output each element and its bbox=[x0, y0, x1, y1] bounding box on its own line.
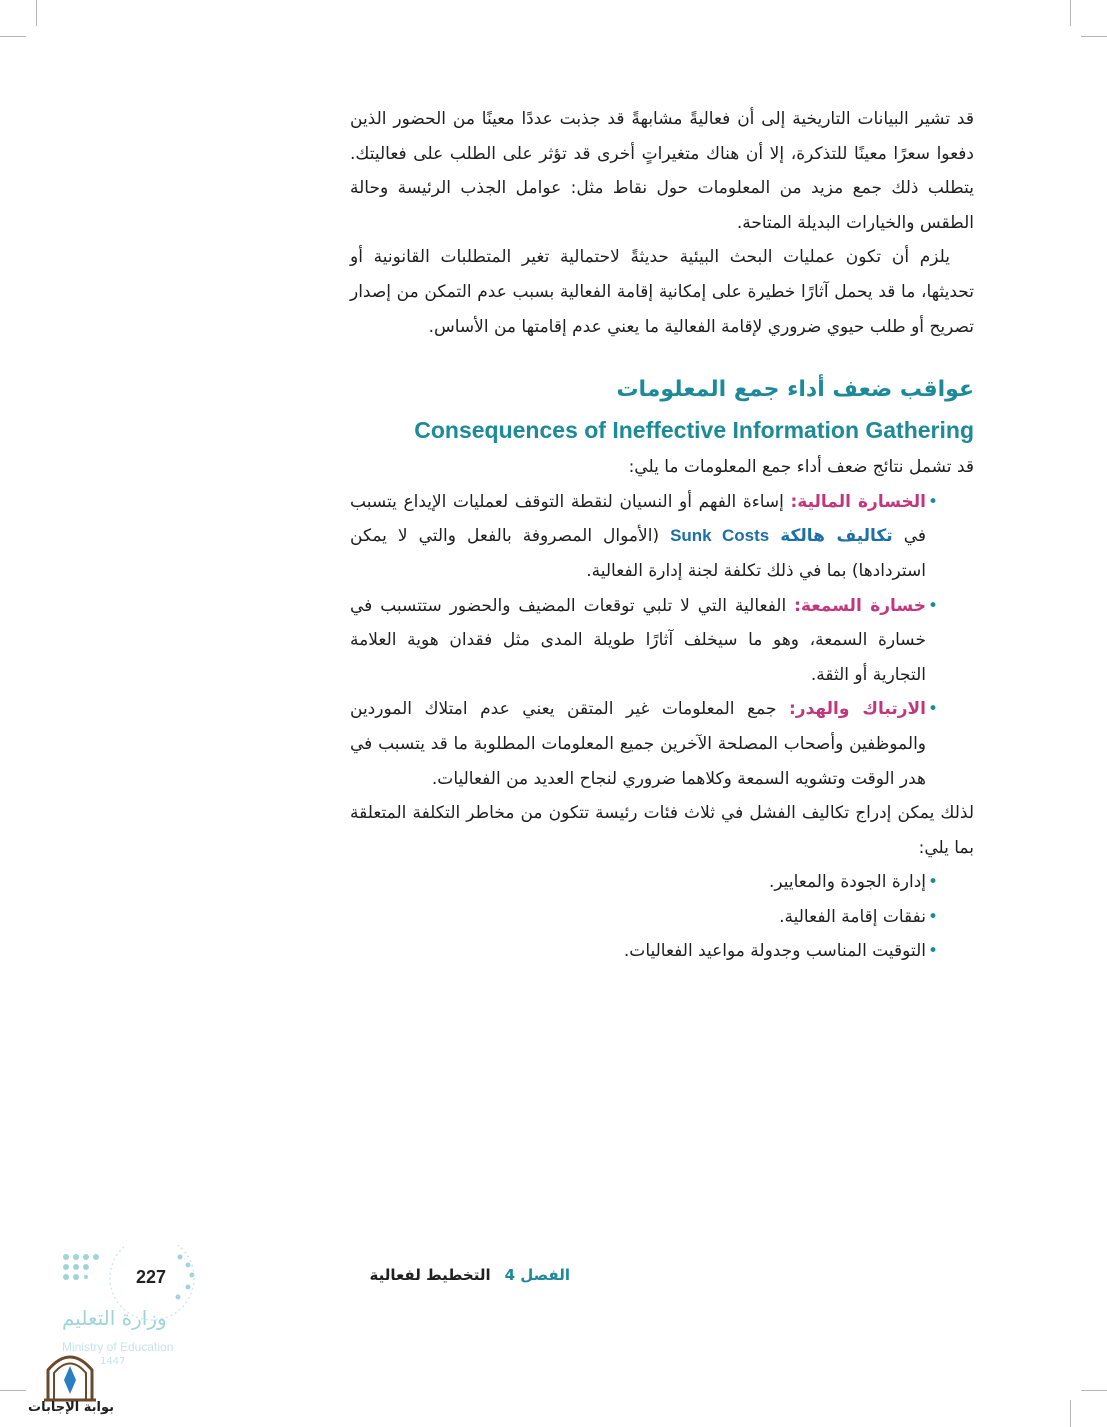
chapter-label: الفصل 4 bbox=[504, 1266, 570, 1284]
crop-mark bbox=[1070, 1400, 1071, 1427]
ministry-name-english: Ministry of Education bbox=[62, 1340, 174, 1354]
crop-mark bbox=[36, 0, 37, 26]
item-text: جمع المعلومات غير المتقن يعني عدم امتلاك الموردين والموظفين وأصحاب المصلحة الآخرين جميع المعلومات المطلوبة ما قد يتسبب في هدر الوقت وتشويه السمعة وكلاهما ضروري لنجاح العديد من الفعاليات. bbox=[350, 699, 926, 789]
highlight-term-ar: تكاليف هالكة bbox=[780, 526, 893, 547]
chapter-title: التخطيط لفعالية bbox=[369, 1266, 491, 1284]
footer-chapter bbox=[350, 1266, 570, 1284]
page-number: 227 bbox=[136, 1267, 167, 1287]
section-title-english: Consequences of Ineffective Information Gathering bbox=[414, 417, 974, 444]
item-term: الارتباك والهدر: bbox=[788, 699, 926, 720]
highlight-term-en: Sunk Costs bbox=[670, 526, 770, 546]
crop-mark bbox=[0, 36, 26, 37]
list-item: • التوقيت المناسب وجدولة مواعيد الفعاليات. bbox=[350, 934, 974, 969]
item-term: خسارة السمعة: bbox=[794, 595, 926, 616]
cost-categories-list bbox=[350, 865, 974, 969]
item-term: الخسارة المالية: bbox=[790, 491, 926, 512]
crop-mark bbox=[1081, 36, 1107, 37]
list-item bbox=[350, 589, 974, 693]
item-text: (الأموال المصروفة بالفعل والتي لا يمكن استردادها) بما في ذلك تكلفة لجنة إدارة الفعالية. bbox=[350, 526, 926, 581]
item-text: الفعالية التي لا تلبي توقعات المضيف والحضور ستتسبب في خسارة السمعة، وهو ما سيخلف آثارًا طويلة المدى مثل فقدان هوية العلامة التجارية أو الثقة. bbox=[350, 595, 926, 685]
list-item bbox=[350, 485, 974, 589]
ministry-name-arabic: وزارة التعليم bbox=[62, 1306, 167, 1330]
crop-mark bbox=[0, 1390, 26, 1391]
list-item: • نفقات إقامة الفعالية. bbox=[350, 900, 974, 935]
closing-paragraph: لذلك يمكن إدراج تكاليف الفشل في ثلاث فئات رئيسة تتكون من مخاطر التكلفة المتعلقة بما يلي: bbox=[350, 803, 974, 858]
body-paragraph: يلزم أن تكون عمليات البحث البيئية حديثةً لاحتمالية تغير المتطلبات القانونية أو تحديثها، ما قد يحمل آثارًا خطيرة على إمكانية إقامة الفعالية بسبب عدم التمكن من إصدار تصريح أو طلب حيوي ضروري لإقامة الفعالية ما يعني عدم إقامتها من الأساس. bbox=[350, 247, 974, 337]
crop-mark bbox=[1081, 1390, 1107, 1391]
site-label: بوابة الإجابات bbox=[28, 1400, 114, 1415]
section-intro: قد تشمل نتائج ضعف أداء جمع المعلومات ما يلي: bbox=[628, 457, 974, 478]
crop-mark bbox=[1070, 0, 1071, 26]
site-logo-icon bbox=[40, 1348, 100, 1402]
ministry-year: 1447 bbox=[100, 1356, 126, 1367]
section-title-arabic: عواقب ضعف أداء جمع المعلومات bbox=[616, 377, 974, 403]
consequences-list bbox=[350, 485, 974, 796]
page-content bbox=[350, 102, 974, 969]
body-paragraph: قد تشير البيانات التاريخية إلى أن فعاليةً مشابهةً قد جذبت عددًا معينًا من الحضور الذين دفعوا سعرًا معينًا للتذكرة، إلا أن هناك متغيراتٍ أخرى قد تؤثر على الطلب على فعاليتك. يتطلب ذلك جمع مزيد من المعلومات حول نقاط مثل: عوامل الجذب الرئيسة وحالة الطقس والخيارات البديلة المتاحة. bbox=[350, 109, 974, 233]
item-text: إساءة الفهم أو النسيان لنقطة التوقف لعمليات الإيداع يتسبب في bbox=[350, 491, 926, 547]
list-item bbox=[350, 692, 974, 796]
list-item: • إدارة الجودة والمعايير. bbox=[350, 865, 974, 900]
